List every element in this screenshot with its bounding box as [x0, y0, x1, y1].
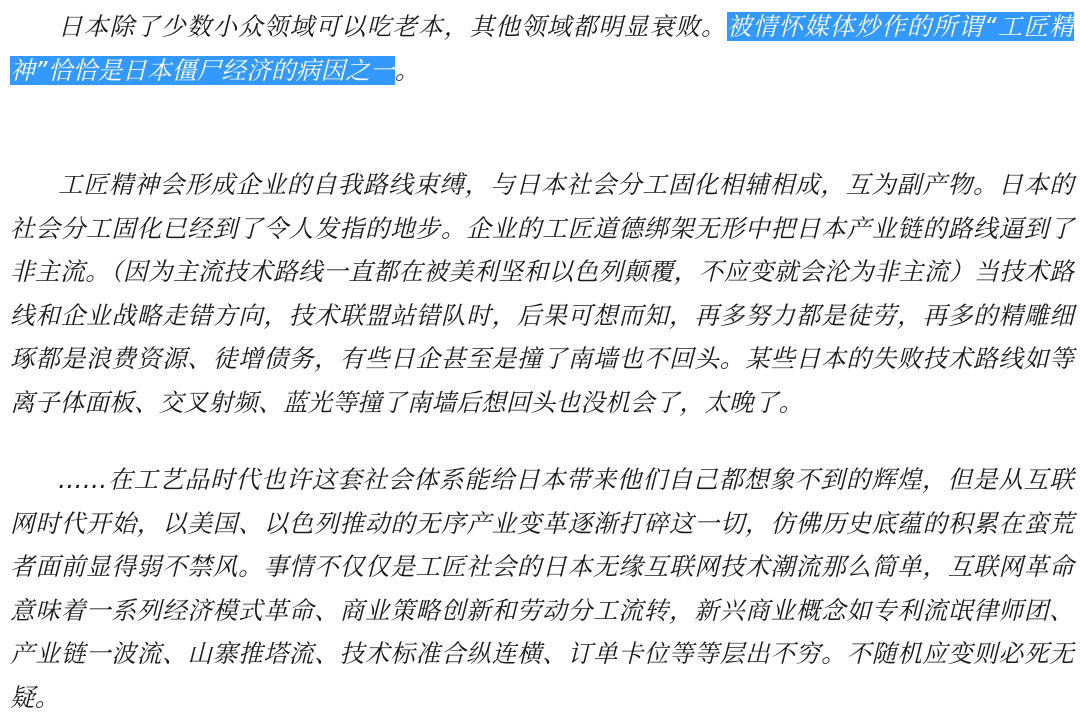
paragraph-1 — [10, 5, 1074, 92]
paragraph-2: 工匠精神会形成企业的自我路线束缚，与日本社会分工固化相辅相成，互为副产物。日本的社会分工固化已经到了令人发指的地步。企业的工匠道德绑架无形中把日本产业链的路线逼到了非主流。（因为主流技术路线一直都在被美利坚和以色列颠覆，不应变就会沦为非主流）当技术路线和企业战略走错方向，技术联盟站错队时，后果可想而知，再多努力都是徒劳，再多的精雕细琢都是浪费资源、徒增债务，有些日企甚至是撞了南墙也不回头。某些日本的失败技术路线如等离子体面板、交叉射频、蓝光等撞了南墙后想回头也没机会了，太晚了。 — [10, 170, 1074, 417]
paragraph-3: ……在工艺品时代也许这套社会体系能给日本带来他们自己都想象不到的辉煌，但是从互联网时代开始，以美国、以色列推动的无序产业变革逐渐打碎这一切，仿佛历史底蕴的积累在蛮荒者面前显得弱不禁风。事情不仅仅是工匠社会的日本无缘互联网技术潮流那么简单，互联网革命意味着一系列经济模式革命、商业策略创新和劳动分工流转，新兴商业概念如专利流氓律师团、产业链一波流、山寨推塔流、技术标准合纵连横、订单卡位等等层出不穷。不随机应变则必死无疑。 — [10, 465, 1074, 712]
selected-text-highlight[interactable]: 被情怀媒体炒作的所谓“工匠精神”恰恰是日本僵尸经济的病因之一 — [10, 12, 1074, 85]
paragraph-1-end: 。 — [394, 55, 420, 85]
article-body — [10, 0, 1074, 719]
paragraph-1-text: 日本除了少数小众领域可以吃老本，其他领域都明显衰败。 — [58, 12, 727, 41]
